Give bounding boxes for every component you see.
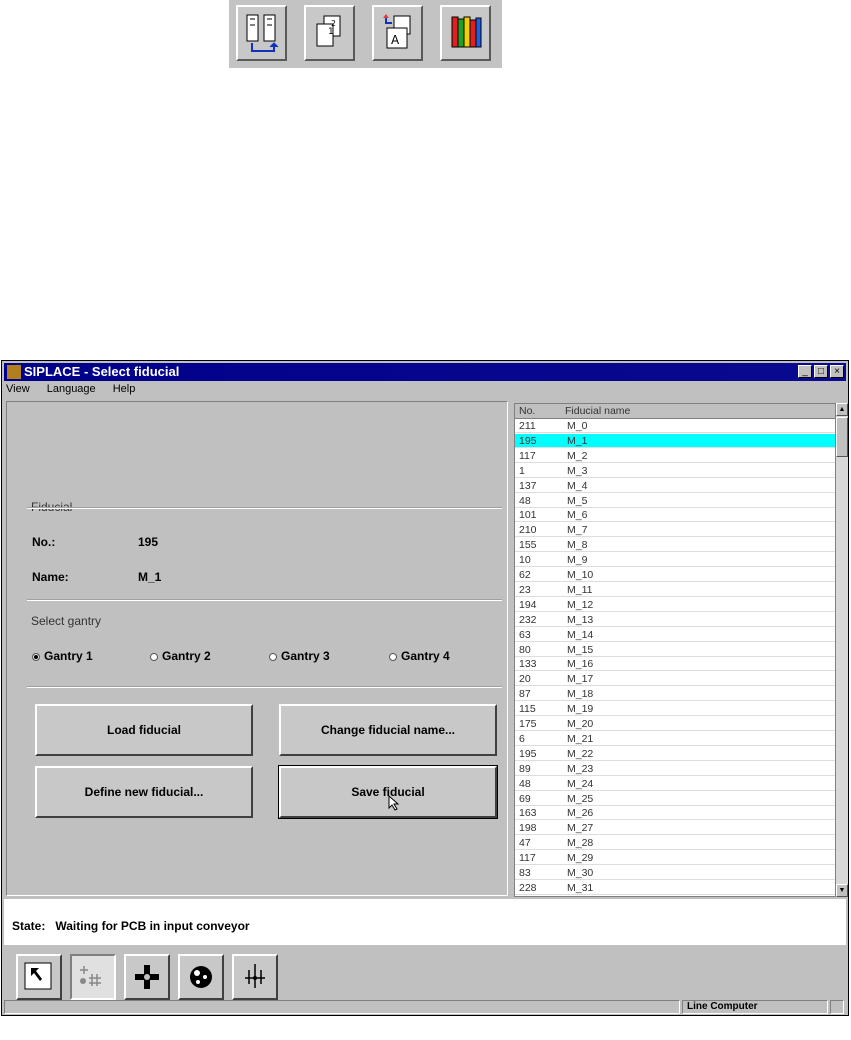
list-item[interactable] [515, 479, 835, 493]
scroll-thumb[interactable] [836, 417, 848, 457]
list-item[interactable] [515, 464, 835, 478]
top-toolbar [229, 0, 502, 68]
fiducial-number: 62 [519, 569, 531, 581]
svg-text:1: 1 [328, 27, 334, 37]
fiducial-name: M_29 [567, 852, 594, 865]
menu-language[interactable]: Language [46, 383, 96, 395]
fiducial-panel [6, 401, 508, 896]
fiducial-name: M_17 [567, 673, 594, 686]
fiducial-name: M_6 [567, 509, 588, 522]
fiducial-number: 175 [519, 718, 537, 730]
fiducial-number: 6 [519, 732, 525, 745]
status-bar [4, 1000, 846, 1014]
menu-bar [6, 383, 149, 399]
fiducial-name: M_10 [567, 569, 594, 581]
radio-gantry-4[interactable]: Gantry 4 [389, 649, 450, 663]
list-item[interactable] [515, 523, 835, 537]
fiducial-name: M_21 [567, 732, 594, 745]
status-pane-small [830, 1000, 844, 1014]
radio-empty-icon [389, 653, 397, 661]
menu-help[interactable]: Help [112, 383, 136, 395]
svg-text:2: 2 [331, 19, 336, 28]
list-item[interactable] [515, 538, 835, 552]
list-header [515, 404, 835, 419]
list-item[interactable] [515, 792, 835, 806]
fiducial-name: M_4 [567, 479, 588, 492]
list-item[interactable] [515, 613, 835, 627]
load-fiducial-button[interactable]: Load fiducial [35, 704, 253, 756]
fiducial-name: M_27 [567, 822, 594, 835]
list-item[interactable] [515, 881, 835, 895]
list-item[interactable] [515, 821, 835, 835]
radio-selected-icon [32, 653, 40, 661]
list-item[interactable] [515, 568, 835, 582]
list-item[interactable] [515, 553, 835, 567]
fiducial-number: 198 [519, 822, 537, 835]
list-item[interactable] [515, 717, 835, 731]
fiducial-name: M_15 [567, 643, 594, 656]
fiducial-name: M_8 [567, 539, 588, 552]
vision-camera-icon[interactable] [178, 954, 224, 1000]
fiducial-name: M_28 [567, 837, 594, 850]
change-fiducial-name-button[interactable]: Change fiducial name... [279, 704, 497, 756]
pointer-icon[interactable] [16, 954, 62, 1000]
fiducial-number: 83 [519, 867, 531, 879]
fiducial-name: M_22 [567, 747, 594, 760]
column-no[interactable]: No. [519, 405, 536, 417]
list-item[interactable] [515, 702, 835, 716]
list-item[interactable] [515, 508, 835, 522]
fiducial-number: 48 [519, 777, 531, 790]
radio-empty-icon [150, 653, 158, 661]
fiducial-number: 115 [519, 703, 536, 716]
divider [27, 507, 502, 509]
copy-pages-icon[interactable] [304, 5, 355, 61]
fiducial-number: 117 [519, 449, 536, 462]
list-item[interactable] [515, 598, 835, 612]
close-icon[interactable]: × [830, 365, 844, 378]
fiducial-number: 137 [519, 479, 537, 492]
list-scrollbar[interactable] [836, 403, 848, 897]
fiducial-name: M_19 [567, 703, 594, 716]
fiducial-number: 80 [519, 643, 531, 656]
fiducial-name: M_26 [567, 807, 594, 820]
minimize-icon[interactable]: _ [798, 365, 812, 378]
fiducial-name: M_5 [567, 494, 588, 507]
scroll-up-icon[interactable]: ▲ [836, 403, 848, 416]
gantry-group-label: Select gantry [31, 614, 102, 628]
fiducial-number: 228 [519, 881, 537, 894]
list-item[interactable] [515, 628, 835, 642]
list-item[interactable] [515, 672, 835, 686]
nozzle-axis-icon[interactable] [232, 954, 278, 1000]
fiducial-no-label: No.: [32, 535, 56, 549]
fiducial-name: M_2 [567, 449, 588, 462]
radio-empty-icon [269, 653, 277, 661]
fiducial-number: 89 [519, 762, 531, 775]
save-fiducial-button[interactable]: Save fiducial [279, 766, 497, 818]
list-item[interactable] [515, 777, 835, 791]
fiducial-number: 155 [519, 539, 537, 552]
fiducial-name: M_3 [567, 464, 588, 477]
fiducial-number: 195 [519, 434, 537, 447]
list-item[interactable] [515, 583, 835, 597]
fiducial-list[interactable] [514, 403, 836, 897]
fiducial-name: M_23 [567, 762, 594, 775]
list-item[interactable] [515, 732, 835, 746]
fiducial-name: M_12 [567, 598, 594, 611]
fiducial-number: 210 [519, 524, 537, 537]
fiducial-number: 101 [519, 509, 537, 522]
fiducial-name: M_25 [567, 792, 594, 805]
fiducial-name-label: Name: [32, 570, 69, 584]
books-icon[interactable] [440, 5, 491, 61]
list-item[interactable] [515, 806, 835, 820]
status-pane-empty [4, 1000, 680, 1014]
state-area [4, 899, 846, 945]
fiducial-name: M_14 [567, 628, 594, 641]
fiducial-name-value: M_1 [138, 570, 162, 584]
title-bar [4, 363, 846, 381]
fiducial-name: M_16 [567, 658, 594, 671]
fiducial-name: M_20 [567, 718, 594, 730]
app-icon [7, 365, 21, 379]
list-item[interactable] [515, 836, 835, 850]
radio-gantry-3[interactable]: Gantry 3 [269, 649, 330, 663]
list-item[interactable] [515, 434, 835, 448]
list-item[interactable] [515, 687, 835, 701]
fiducial-number: 133 [519, 658, 537, 671]
mode-indicator: Line Computer [682, 1000, 828, 1014]
list-item[interactable] [515, 643, 835, 657]
list-item[interactable] [515, 866, 835, 880]
state-value: Waiting for PCB in input conveyor [55, 919, 250, 933]
define-new-fiducial-button[interactable]: Define new fiducial... [35, 766, 253, 818]
mouse-cursor-icon [388, 795, 400, 811]
fiducial-name: M_24 [567, 777, 594, 790]
radio-gantry-1[interactable]: Gantry 1 [32, 649, 93, 663]
fiducial-group-label: Fiducial [31, 500, 73, 514]
scroll-down-icon[interactable]: ▼ [836, 884, 848, 897]
fiducial-name: M_9 [567, 554, 588, 567]
column-fiducial-name[interactable]: Fiducial name [565, 405, 631, 417]
fiducial-name: M_0 [567, 420, 588, 432]
text-replace-icon[interactable] [372, 5, 423, 61]
fiducial-number: 1 [519, 464, 525, 477]
radio-gantry-2[interactable]: Gantry 2 [150, 649, 211, 663]
divider [27, 599, 502, 601]
fiducial-number: 163 [519, 807, 537, 820]
list-item[interactable] [515, 851, 835, 865]
svg-text:A: A [391, 33, 400, 47]
fiducial-number: 23 [519, 583, 531, 596]
fiducial-number: 194 [519, 598, 537, 611]
maximize-icon[interactable]: □ [814, 365, 828, 378]
fiducial-number: 47 [519, 837, 531, 850]
fiducial-name: M_31 [567, 881, 594, 894]
crosshair-move-icon[interactable] [124, 954, 170, 1000]
fiducial-name: M_13 [567, 613, 594, 626]
fiducial-name: M_11 [567, 583, 593, 596]
fiducial-number: 232 [519, 613, 537, 626]
bottom-toolbar [4, 946, 846, 1008]
fiducial-name: M_1 [567, 434, 588, 447]
window-title: SIPLACE - Select fiducial [24, 364, 180, 379]
state-label: State: [12, 919, 46, 933]
fiducial-number: 69 [519, 792, 531, 805]
fiducial-name: M_18 [567, 688, 594, 701]
fiducial-number: 117 [519, 852, 536, 865]
layout-transfer-icon[interactable] [236, 5, 287, 61]
fiducial-number: 63 [519, 628, 531, 641]
list-item[interactable] [515, 762, 835, 776]
state-text [12, 919, 250, 933]
fiducial-number: 87 [519, 688, 531, 701]
main-window [1, 360, 849, 1016]
fiducial-number: 10 [519, 554, 531, 567]
fiducial-number: 195 [519, 747, 537, 760]
fiducial-number: 20 [519, 673, 531, 686]
fiducial-number: 48 [519, 494, 531, 507]
grid-placement-icon[interactable] [70, 954, 116, 1000]
list-item[interactable] [515, 449, 835, 463]
fiducial-name: M_7 [567, 524, 588, 537]
list-item[interactable] [515, 419, 835, 433]
list-item[interactable] [515, 494, 835, 508]
divider [27, 686, 502, 688]
fiducial-no-value: 195 [138, 535, 159, 549]
fiducial-number: 211 [519, 420, 536, 432]
menu-view[interactable]: View [6, 383, 30, 395]
fiducial-name: M_30 [567, 867, 594, 879]
list-item[interactable] [515, 657, 835, 671]
list-item[interactable] [515, 747, 835, 761]
